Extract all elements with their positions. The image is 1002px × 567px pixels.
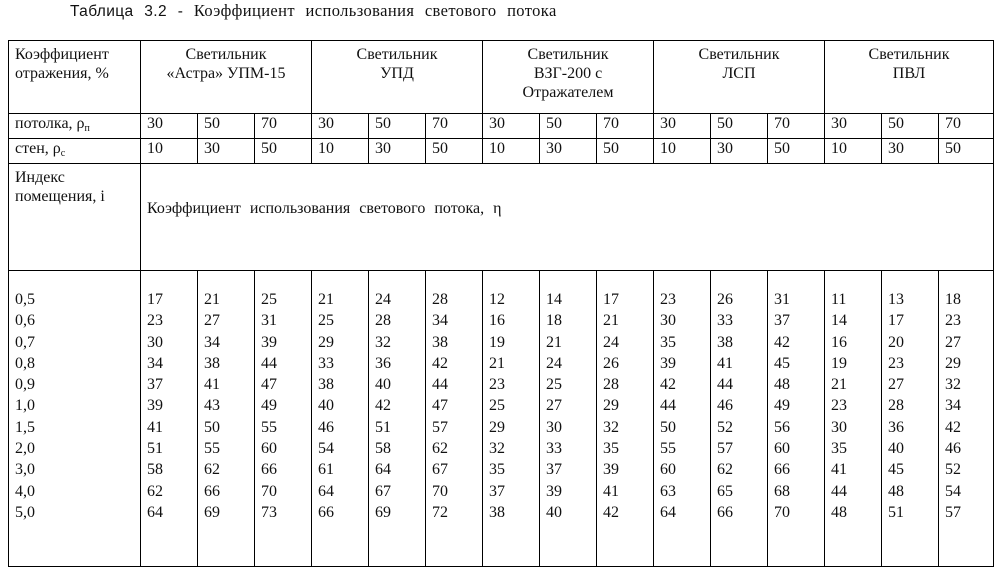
coefficient-value: 45 — [888, 461, 904, 479]
coefficient-column — [483, 271, 540, 567]
coefficient-value: 32 — [603, 418, 619, 436]
coefficient-value: 42 — [375, 397, 391, 415]
wall-value-cell: 50 — [426, 139, 483, 164]
coefficient-value: 73 — [261, 503, 277, 521]
coefficient-value: 34 — [945, 397, 961, 415]
lamp-header-line1: Светильник — [356, 46, 438, 63]
coefficient-value: 24 — [603, 333, 619, 351]
room-index-value: 0,6 — [15, 312, 35, 330]
ceiling-value-cell: 30 — [141, 114, 198, 139]
coefficient-value: 52 — [717, 418, 733, 436]
wall-reflection-row — [9, 139, 994, 164]
wall-label-cell — [9, 139, 141, 164]
coefficient-value: 48 — [888, 482, 904, 500]
lamp-header-line1: Светильник — [868, 46, 950, 63]
ceiling-value-cell: 30 — [654, 114, 711, 139]
wall-value-cell: 10 — [141, 139, 198, 164]
coefficient-value: 42 — [774, 333, 790, 351]
wall-value-cell: 10 — [654, 139, 711, 164]
coefficient-value: 37 — [546, 461, 562, 479]
ceiling-value-cell: 70 — [426, 114, 483, 139]
wall-value-cell: 30 — [369, 139, 426, 164]
lamp-header-line2: ПВЛ — [892, 65, 926, 82]
coefficient-value: 62 — [717, 461, 733, 479]
coefficient-value: 29 — [603, 397, 619, 415]
coefficient-value: 70 — [261, 482, 277, 500]
coefficient-value: 61 — [318, 461, 334, 479]
caption-prefix: Таблица 3.2 - — [70, 3, 184, 20]
wall-label-sub: с — [60, 148, 66, 159]
coefficient-value: 33 — [546, 440, 562, 458]
room-index-label-line2: помещения, i — [15, 188, 105, 205]
coefficient-value: 58 — [375, 440, 391, 458]
coefficient-value: 40 — [888, 440, 904, 458]
coefficient-value: 12 — [489, 291, 505, 308]
ceiling-value-cell: 70 — [768, 114, 825, 139]
coefficient-value: 67 — [432, 461, 448, 479]
coefficient-value: 27 — [546, 397, 562, 415]
lamp-header-line2: ЛСП — [722, 65, 756, 82]
coefficient-value: 33 — [318, 354, 334, 372]
coefficient-value: 64 — [660, 503, 676, 521]
coefficient-value: 72 — [432, 503, 448, 521]
coefficient-value: 29 — [318, 333, 334, 351]
coefficient-value: 25 — [546, 376, 562, 394]
coefficient-value: 25 — [261, 291, 277, 308]
coefficient-value: 44 — [432, 376, 448, 394]
room-index-value: 5,0 — [15, 503, 35, 521]
lamp-header-line2: ВЗГ-200 с — [533, 65, 603, 82]
coefficient-value: 62 — [432, 440, 448, 458]
coefficient-value: 39 — [603, 461, 619, 479]
ceiling-value-cell: 30 — [825, 114, 882, 139]
coefficient-value: 23 — [945, 312, 961, 330]
coefficient-value: 45 — [774, 354, 790, 372]
coefficient-column — [768, 271, 825, 567]
coefficient-value: 14 — [831, 312, 847, 330]
coefficient-value: 57 — [945, 503, 961, 521]
coefficient-value: 37 — [489, 482, 505, 500]
coefficient-column — [369, 271, 426, 567]
coefficient-value: 46 — [318, 418, 334, 436]
coefficient-column — [198, 271, 255, 567]
lamp-header-line1: Светильник — [527, 46, 609, 63]
coefficient-value: 55 — [261, 418, 277, 436]
coefficient-value: 66 — [774, 461, 790, 479]
coefficient-value: 21 — [546, 333, 562, 351]
coefficient-value: 28 — [432, 291, 448, 308]
coefficient-value: 46 — [945, 440, 961, 458]
room-index-value: 2,0 — [15, 440, 35, 458]
coefficient-value: 66 — [261, 461, 277, 479]
coefficient-value: 23 — [888, 354, 904, 372]
coefficient-value: 25 — [489, 397, 505, 415]
lamp-header-line3: Отражателем — [522, 84, 614, 101]
ceiling-value-cell: 70 — [939, 114, 994, 139]
coefficient-value: 33 — [717, 312, 733, 330]
coefficient-value: 66 — [717, 503, 733, 521]
coefficient-value: 27 — [888, 376, 904, 394]
room-index-column — [9, 271, 141, 567]
wall-value-cell: 10 — [483, 139, 540, 164]
ceiling-value-cell: 50 — [711, 114, 768, 139]
coefficient-value: 55 — [660, 440, 676, 458]
coefficient-value: 40 — [375, 376, 391, 394]
coefficient-value: 35 — [489, 461, 505, 479]
coefficient-value: 50 — [660, 418, 676, 436]
coefficient-value: 32 — [489, 440, 505, 458]
lamp-header-pvl — [825, 41, 994, 114]
coefficient-value: 49 — [261, 397, 277, 415]
coefficient-value: 44 — [717, 376, 733, 394]
coefficient-value: 34 — [432, 312, 448, 330]
coefficient-value: 52 — [945, 461, 961, 479]
coefficient-value: 57 — [432, 418, 448, 436]
wall-value-cell: 30 — [198, 139, 255, 164]
coefficient-column — [597, 271, 654, 567]
coefficient-column — [426, 271, 483, 567]
coefficient-value: 54 — [945, 482, 961, 500]
wall-value-cell: 50 — [939, 139, 994, 164]
coefficient-value: 51 — [147, 440, 163, 458]
coefficient-value: 60 — [660, 461, 676, 479]
coefficient-value: 41 — [147, 418, 163, 436]
coefficient-value: 35 — [660, 333, 676, 351]
ceiling-label-cell — [9, 114, 141, 139]
coefficient-value: 36 — [375, 354, 391, 372]
room-index-value: 4,0 — [15, 482, 35, 500]
coefficient-value: 20 — [888, 333, 904, 351]
lamp-header-line1: Светильник — [185, 46, 267, 63]
wall-value-cell: 10 — [825, 139, 882, 164]
coefficient-value: 30 — [147, 333, 163, 351]
coefficient-value: 21 — [204, 291, 220, 308]
coefficient-value: 32 — [375, 333, 391, 351]
coefficient-column — [939, 271, 994, 567]
coefficient-value: 62 — [204, 461, 220, 479]
ceiling-value-cell: 30 — [483, 114, 540, 139]
coefficient-column — [312, 271, 369, 567]
ceiling-value-cell: 30 — [312, 114, 369, 139]
coefficient-value: 38 — [489, 503, 505, 521]
ceiling-reflection-row — [9, 114, 994, 139]
coefficient-value: 42 — [660, 376, 676, 394]
coefficient-value: 44 — [831, 482, 847, 500]
coefficient-value: 42 — [432, 354, 448, 372]
coefficient-value: 38 — [432, 333, 448, 351]
coefficient-value: 28 — [603, 376, 619, 394]
coefficient-value: 46 — [717, 397, 733, 415]
coefficient-value: 64 — [375, 461, 391, 479]
coefficient-value: 21 — [831, 376, 847, 394]
coefficient-column — [255, 271, 312, 567]
room-index-value: 0,7 — [15, 333, 35, 351]
coefficient-value: 27 — [945, 333, 961, 351]
coefficient-value: 13 — [888, 291, 904, 308]
coefficient-value: 70 — [432, 482, 448, 500]
room-index-label-line1: Индекс — [15, 169, 65, 186]
coefficient-value: 24 — [375, 291, 391, 308]
coefficient-value: 48 — [831, 503, 847, 521]
coefficient-value: 47 — [261, 376, 277, 394]
coefficient-value: 44 — [261, 354, 277, 372]
coefficient-value: 64 — [318, 482, 334, 500]
coefficient-value: 30 — [831, 418, 847, 436]
table-body — [9, 41, 994, 567]
coefficient-value: 51 — [888, 503, 904, 521]
coefficient-value: 17 — [147, 291, 163, 308]
coefficient-value: 62 — [147, 482, 163, 500]
wall-value-cell: 30 — [711, 139, 768, 164]
coefficient-value: 19 — [831, 354, 847, 372]
coefficient-value: 26 — [717, 291, 733, 308]
lamp-header-upd — [312, 41, 483, 114]
coefficient-value: 32 — [945, 376, 961, 394]
coefficient-value: 69 — [204, 503, 220, 521]
coefficient-value: 39 — [147, 397, 163, 415]
coefficient-value: 35 — [603, 440, 619, 458]
coefficient-value: 25 — [318, 312, 334, 330]
coefficient-value: 23 — [489, 376, 505, 394]
lamp-header-line1: Светильник — [698, 46, 780, 63]
coefficient-value: 65 — [717, 482, 733, 500]
coefficient-column — [825, 271, 882, 567]
ceiling-value-cell: 50 — [369, 114, 426, 139]
coefficient-value: 54 — [318, 440, 334, 458]
coefficient-value: 40 — [546, 503, 562, 521]
wall-value-cell: 30 — [882, 139, 939, 164]
wall-value-cell: 10 — [312, 139, 369, 164]
utilization-coefficient-heading: Коэффициент использования светового потока, η — [141, 164, 994, 271]
coefficient-value: 31 — [261, 312, 277, 330]
header-row — [9, 41, 994, 114]
coefficient-value: 66 — [318, 503, 334, 521]
ceiling-value-cell: 50 — [540, 114, 597, 139]
coefficient-value: 48 — [774, 376, 790, 394]
coefficient-value: 60 — [774, 440, 790, 458]
coefficient-value: 29 — [945, 354, 961, 372]
ceiling-label: потолка, ρ — [15, 115, 85, 132]
coefficient-value: 57 — [717, 440, 733, 458]
reflection-header-line1: Коэффициент — [15, 46, 109, 63]
coefficient-value: 38 — [717, 333, 733, 351]
coefficient-value: 39 — [261, 333, 277, 351]
room-index-value: 1,0 — [15, 397, 35, 415]
coefficient-value: 21 — [603, 312, 619, 330]
coefficient-value: 21 — [489, 354, 505, 372]
coefficient-value: 16 — [831, 333, 847, 351]
lamp-header-vzg — [483, 41, 654, 114]
coefficient-value: 43 — [204, 397, 220, 415]
wall-value-cell: 30 — [540, 139, 597, 164]
coefficient-column — [882, 271, 939, 567]
coefficient-value: 66 — [204, 482, 220, 500]
coefficient-value: 51 — [375, 418, 391, 436]
coefficient-value: 38 — [204, 354, 220, 372]
coefficient-value: 35 — [831, 440, 847, 458]
coefficient-value: 30 — [546, 418, 562, 436]
utilization-table — [8, 40, 994, 567]
wall-label: стен, ρ — [15, 140, 61, 157]
wall-value-cell: 50 — [768, 139, 825, 164]
coefficient-value: 67 — [375, 482, 391, 500]
coefficient-value: 11 — [831, 291, 847, 308]
table-caption — [70, 1, 557, 21]
coefficient-value: 23 — [147, 312, 163, 330]
coefficient-value: 58 — [147, 461, 163, 479]
coefficient-value: 41 — [831, 461, 847, 479]
lamp-header-lsp — [654, 41, 825, 114]
coefficient-value: 19 — [489, 333, 505, 351]
coefficient-value: 56 — [774, 418, 790, 436]
wall-value-cell: 50 — [255, 139, 312, 164]
coefficient-value: 41 — [717, 354, 733, 372]
ceiling-value-cell: 70 — [597, 114, 654, 139]
coefficient-value: 17 — [603, 291, 619, 308]
reflection-header-cell — [9, 41, 141, 114]
coefficient-value: 30 — [660, 312, 676, 330]
coefficient-value: 23 — [831, 397, 847, 415]
room-index-value: 3,0 — [15, 461, 35, 479]
values-row — [9, 271, 994, 567]
ceiling-value-cell: 70 — [255, 114, 312, 139]
coefficient-value: 14 — [546, 291, 562, 308]
coefficient-value: 39 — [660, 354, 676, 372]
coefficient-value: 28 — [888, 397, 904, 415]
coefficient-value: 49 — [774, 397, 790, 415]
coefficient-value: 55 — [204, 440, 220, 458]
room-index-value: 1,5 — [15, 418, 35, 436]
coefficient-value: 68 — [774, 482, 790, 500]
index-header-row — [9, 164, 994, 271]
lamp-header-astra — [141, 41, 312, 114]
room-index-value: 0,8 — [15, 354, 35, 372]
coefficient-value: 47 — [432, 397, 448, 415]
coefficient-value: 29 — [489, 418, 505, 436]
coefficient-value: 16 — [489, 312, 505, 330]
ceiling-value-cell: 50 — [198, 114, 255, 139]
coefficient-value: 40 — [318, 397, 334, 415]
coefficient-value: 63 — [660, 482, 676, 500]
caption-text: Коэффициент использования светового потока — [193, 1, 557, 20]
room-index-label-cell — [9, 164, 141, 271]
coefficient-value: 41 — [204, 376, 220, 394]
room-index-value: 0,5 — [15, 291, 35, 308]
coefficient-value: 23 — [660, 291, 676, 308]
ceiling-label-sub: п — [84, 123, 90, 134]
coefficient-value: 41 — [603, 482, 619, 500]
coefficient-value: 26 — [603, 354, 619, 372]
coefficient-column — [540, 271, 597, 567]
coefficient-value: 50 — [204, 418, 220, 436]
room-index-value: 0,9 — [15, 376, 35, 394]
coefficient-column — [141, 271, 198, 567]
lamp-header-line2: УПД — [380, 65, 414, 82]
coefficient-value: 27 — [204, 312, 220, 330]
ceiling-value-cell: 50 — [882, 114, 939, 139]
coefficient-value: 37 — [774, 312, 790, 330]
coefficient-value: 21 — [318, 291, 334, 308]
wall-value-cell: 50 — [597, 139, 654, 164]
coefficient-value: 42 — [603, 503, 619, 521]
coefficient-value: 42 — [945, 418, 961, 436]
coefficient-value: 18 — [945, 291, 961, 308]
coefficient-column — [711, 271, 768, 567]
coefficient-value: 60 — [261, 440, 277, 458]
coefficient-column — [654, 271, 711, 567]
reflection-header-line2: отражения, % — [15, 65, 109, 82]
coefficient-value: 44 — [660, 397, 676, 415]
coefficient-value: 17 — [888, 312, 904, 330]
coefficient-value: 64 — [147, 503, 163, 521]
coefficient-value: 70 — [774, 503, 790, 521]
coefficient-value: 28 — [375, 312, 391, 330]
coefficient-value: 37 — [147, 376, 163, 394]
coefficient-value: 69 — [375, 503, 391, 521]
coefficient-value: 36 — [888, 418, 904, 436]
coefficient-value: 31 — [774, 291, 790, 308]
coefficient-value: 18 — [546, 312, 562, 330]
coefficient-value: 34 — [204, 333, 220, 351]
lamp-header-line2: «Астра» УПМ-15 — [166, 65, 286, 82]
coefficient-value: 34 — [147, 354, 163, 372]
coefficient-value: 39 — [546, 482, 562, 500]
coefficient-value: 38 — [318, 376, 334, 394]
coefficient-value: 24 — [546, 354, 562, 372]
